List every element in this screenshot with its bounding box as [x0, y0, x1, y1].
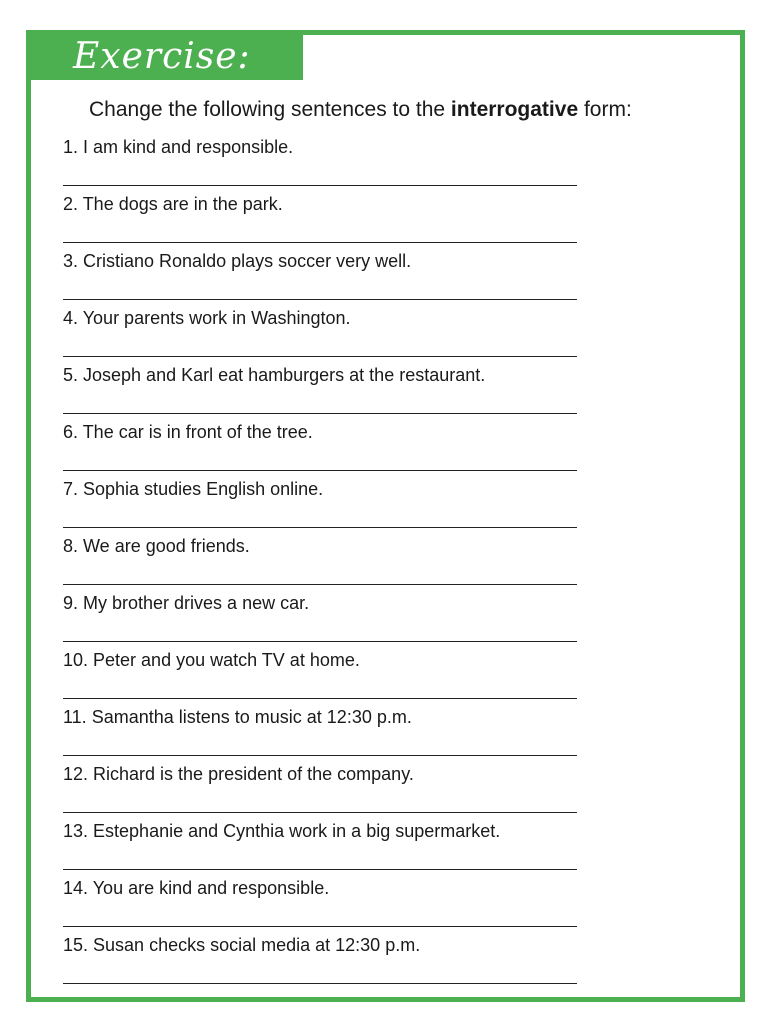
exercise-item	[63, 705, 583, 762]
answer-line[interactable]	[63, 185, 577, 186]
answer-line[interactable]	[63, 584, 577, 585]
exercise-sentence: 2. The dogs are in the park.	[63, 194, 283, 214]
exercise-item	[63, 249, 583, 306]
exercise-item	[63, 591, 583, 648]
answer-line[interactable]	[63, 356, 577, 357]
exercise-item	[63, 420, 583, 477]
worksheet-title: Exercise:	[73, 36, 251, 77]
exercise-item	[63, 762, 583, 819]
answer-line[interactable]	[63, 812, 577, 813]
exercise-sentence: 7. Sophia studies English online.	[63, 479, 324, 499]
answer-line[interactable]	[63, 413, 577, 414]
answer-line[interactable]	[63, 698, 577, 699]
answer-line[interactable]	[63, 641, 577, 642]
exercise-sentence: 6. The car is in front of the tree.	[63, 422, 313, 442]
exercise-sentence: 3. Cristiano Ronaldo plays soccer very well.	[63, 251, 412, 271]
answer-line[interactable]	[63, 983, 577, 984]
exercise-item	[63, 135, 583, 192]
exercise-item	[63, 192, 583, 249]
exercise-item	[63, 876, 583, 933]
exercise-sentence: 11. Samantha listens to music at 12:30 p.m.	[63, 707, 412, 727]
answer-line[interactable]	[63, 242, 577, 243]
instruction-before: Change the following sentences to the	[89, 98, 451, 121]
answer-line[interactable]	[63, 470, 577, 471]
exercise-sentence: 9. My brother drives a new car.	[63, 593, 310, 613]
exercise-sentence: 4. Your parents work in Washington.	[63, 308, 351, 328]
exercise-sentence: 1. I am kind and responsible.	[63, 137, 294, 157]
exercise-sentence: 10. Peter and you watch TV at home.	[63, 650, 360, 670]
exercise-item	[63, 306, 583, 363]
exercise-sentence: 8. We are good friends.	[63, 536, 250, 556]
exercise-sentence: 12. Richard is the president of the company.	[63, 764, 414, 784]
exercise-sentence: 13. Estephanie and Cynthia work in a big supermarket.	[63, 821, 501, 841]
answer-line[interactable]	[63, 869, 577, 870]
instruction-bold: interrogative	[450, 98, 579, 121]
instruction-text	[31, 97, 740, 123]
exercise-sentence: 15. Susan checks social media at 12:30 p.m.	[63, 935, 421, 955]
exercise-sentence: 5. Joseph and Karl eat hamburgers at the restaurant.	[63, 365, 486, 385]
answer-line[interactable]	[63, 299, 577, 300]
exercise-item	[63, 363, 583, 420]
exercise-list	[63, 135, 583, 990]
exercise-item	[63, 819, 583, 876]
exercise-item	[63, 477, 583, 534]
answer-line[interactable]	[63, 527, 577, 528]
worksheet-frame	[26, 30, 745, 1002]
answer-line[interactable]	[63, 926, 577, 927]
answer-line[interactable]	[63, 755, 577, 756]
title-banner	[31, 35, 303, 80]
exercise-item	[63, 933, 583, 990]
exercise-item	[63, 648, 583, 705]
exercise-item	[63, 534, 583, 591]
instruction-after: form:	[578, 98, 632, 121]
exercise-sentence: 14. You are kind and responsible.	[63, 878, 330, 898]
